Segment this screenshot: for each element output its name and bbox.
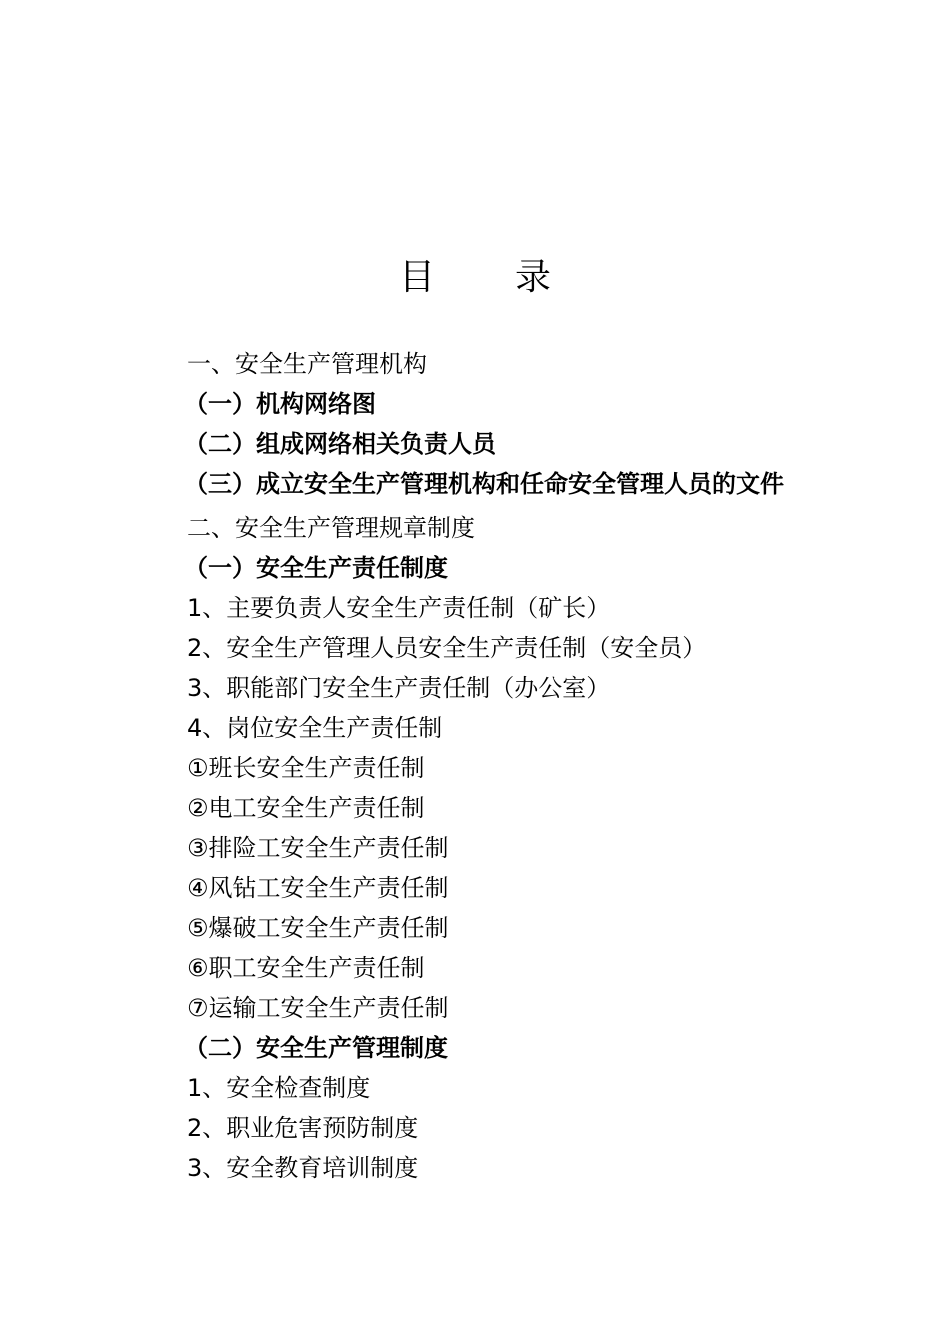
- toc-item: 1、安全检查制度: [187, 1074, 371, 1102]
- table-of-contents: [184, 344, 887, 1188]
- toc-subitem: ⑥职工安全生产责任制: [187, 954, 425, 982]
- page-title-part1: 目: [398, 257, 435, 298]
- toc-item: 2、安全生产管理人员安全生产责任制（安全员）: [187, 634, 707, 662]
- toc-subitem: ⑤爆破工安全生产责任制: [187, 914, 449, 942]
- toc-subitem: ④风钻工安全生产责任制: [187, 874, 449, 902]
- toc-item: 3、安全教育培训制度: [187, 1154, 419, 1182]
- page-title-part2: 录: [515, 257, 552, 298]
- toc-subsection: （一）安全生产责任制度: [184, 554, 448, 582]
- toc-subitem: ③排险工安全生产责任制: [187, 834, 449, 862]
- toc-subitem: ⑦运输工安全生产责任制: [187, 994, 449, 1022]
- toc-subitem: ②电工安全生产责任制: [187, 794, 425, 822]
- toc-subsection: （二）组成网络相关负责人员: [184, 430, 496, 458]
- toc-section: 一、安全生产管理机构: [187, 350, 427, 378]
- toc-item: 3、职能部门安全生产责任制（办公室）: [187, 674, 611, 702]
- toc-subsection: （二）安全生产管理制度: [184, 1034, 448, 1062]
- toc-item: 4、岗位安全生产责任制: [187, 714, 443, 742]
- toc-section: 二、安全生产管理规章制度: [187, 514, 475, 542]
- page-title: [0, 252, 950, 304]
- toc-item: 1、主要负责人安全生产责任制（矿长）: [187, 594, 611, 622]
- toc-subsection: （一）机构网络图: [184, 390, 376, 418]
- toc-subsection: （三）成立安全生产管理机构和任命安全管理人员的文件: [184, 470, 784, 498]
- toc-item: 2、职业危害预防制度: [187, 1114, 419, 1142]
- toc-subitem: ①班长安全生产责任制: [187, 754, 425, 782]
